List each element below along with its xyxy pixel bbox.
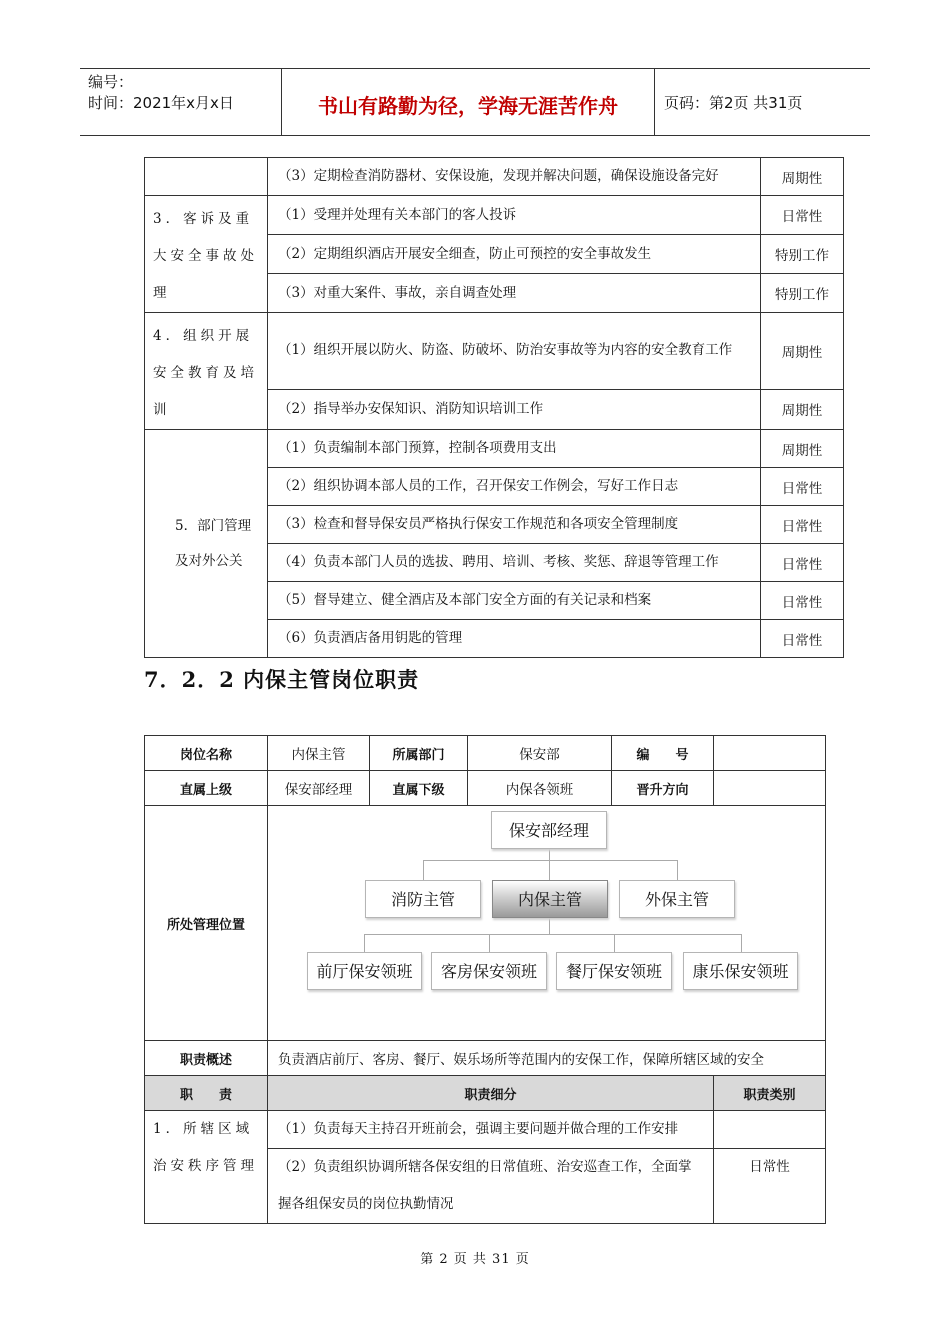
post-name-label: 岗位名称 bbox=[145, 736, 268, 771]
duty-type-cell: 日常性 bbox=[714, 1149, 826, 1224]
table-row bbox=[145, 196, 844, 235]
position-label: 所处管理位置 bbox=[145, 806, 268, 1041]
duty-detail-cell: （5）督导建立、健全酒店及本部门安全方面的有关记录和档案 bbox=[268, 582, 761, 620]
org-node-security-manager: 保安部经理 bbox=[491, 811, 607, 849]
duty-detail-cell: （1）负责每天主持召开班前会，强调主要问题并做合理的工作安排 bbox=[268, 1111, 714, 1149]
duty-category-cell: 3．客诉及重大安全事故处理 bbox=[145, 196, 268, 313]
duty-table-continued bbox=[144, 157, 844, 658]
table-row bbox=[145, 736, 826, 771]
duty-category-cell: 1．所辖区域治安秩序管理 bbox=[145, 1111, 268, 1224]
duty-detail-cell: （2）组织协调本部人员的工作，召开保安工作例会，写好工作日志 bbox=[268, 468, 761, 506]
duty-type-cell: 日常性 bbox=[761, 544, 844, 582]
col-header-type: 职责类别 bbox=[714, 1076, 826, 1111]
duty-type-cell: 周期性 bbox=[761, 313, 844, 390]
duty-category-cell bbox=[145, 430, 268, 658]
table-row bbox=[145, 771, 826, 806]
summary-value: 负责酒店前厅、客房、餐厅、娱乐场所等范围内的安保工作，保障所辖区域的安全 bbox=[268, 1041, 826, 1076]
promotion-value bbox=[714, 771, 826, 806]
doc-time: 时间：2021年x月x日 bbox=[88, 94, 234, 112]
duty-detail-cell: （3）对重大案件、事故，亲自调查处理 bbox=[268, 274, 761, 313]
duty-category-cell bbox=[145, 158, 268, 196]
duty-detail-cell: （6）负责酒店备用钥匙的管理 bbox=[268, 620, 761, 658]
superior-label: 直属上级 bbox=[145, 771, 268, 806]
connector-line bbox=[423, 860, 424, 880]
post-name-value: 内保主管 bbox=[268, 736, 370, 771]
number-label: 编 号 bbox=[612, 736, 714, 771]
page-footer: 第 2 页 共 31 页 bbox=[420, 1252, 530, 1267]
duty-detail-cell: （2）定期组织酒店开展安全细查，防止可预控的安全事故发生 bbox=[268, 235, 761, 274]
connector-line bbox=[741, 934, 742, 952]
table-row bbox=[145, 158, 844, 196]
connector-line bbox=[489, 934, 490, 952]
promotion-label: 晋升方向 bbox=[612, 771, 714, 806]
duty-type-cell: 周期性 bbox=[761, 158, 844, 196]
dept-value: 保安部 bbox=[468, 736, 612, 771]
duty-type-cell: 日常性 bbox=[761, 582, 844, 620]
duty-type-cell: 周期性 bbox=[761, 430, 844, 468]
duty-type-cell: 日常性 bbox=[761, 620, 844, 658]
connector-line bbox=[549, 918, 550, 934]
subordinate-label: 直属下级 bbox=[370, 771, 468, 806]
col-header-duty: 职 责 bbox=[145, 1076, 268, 1111]
connector-line bbox=[549, 860, 550, 880]
org-node-fire-supervisor: 消防主管 bbox=[365, 880, 481, 918]
header-bottom-rule bbox=[80, 135, 870, 136]
duty-type-cell: 特别工作 bbox=[761, 274, 844, 313]
table-row bbox=[145, 1076, 826, 1111]
org-node-room-security-lead: 客房保安领班 bbox=[431, 952, 547, 990]
subordinate-value: 内保各领班 bbox=[468, 771, 612, 806]
org-node-restaurant-security-lead: 餐厅保安领班 bbox=[556, 952, 672, 990]
duty-type-cell: 周期性 bbox=[761, 389, 844, 429]
duty-type-cell: 特别工作 bbox=[761, 235, 844, 274]
table-row bbox=[145, 1041, 826, 1076]
duty-detail-cell: （3）检查和督导保安员严格执行保安工作规范和各项安全管理制度 bbox=[268, 506, 761, 544]
connector-line bbox=[364, 934, 365, 952]
number-value bbox=[714, 736, 826, 771]
col-header-detail: 职责细分 bbox=[268, 1076, 714, 1111]
superior-value: 保安部经理 bbox=[268, 771, 370, 806]
duty-detail-cell: （2）指导举办安保知识、消防知识培训工作 bbox=[268, 389, 761, 429]
org-node-lobby-security-lead: 前厅保安领班 bbox=[307, 952, 422, 990]
table-row bbox=[145, 313, 844, 390]
table-row bbox=[145, 430, 844, 468]
duty-detail-cell: （3）定期检查消防器材、安保设施，发现并解决问题，确保设施设备完好 bbox=[268, 158, 761, 196]
doc-number-label: 编号： bbox=[88, 73, 134, 91]
duty-detail-cell: （1）负责编制本部门预算，控制各项费用支出 bbox=[268, 430, 761, 468]
duty-detail-cell: （2）负责组织协调所辖各保安组的日常值班、治安巡查工作，全面掌握各组保安员的岗位执勤情况 bbox=[268, 1149, 714, 1224]
connector-line bbox=[614, 934, 615, 952]
duty-type-cell: 日常性 bbox=[761, 196, 844, 235]
section-title: 7．2．2 内保主管岗位职责 bbox=[144, 667, 420, 692]
table-row bbox=[145, 806, 826, 1041]
duty-detail-cell: （1）受理并处理有关本部门的客人投诉 bbox=[268, 196, 761, 235]
connector-line bbox=[423, 860, 677, 861]
summary-label: 职责概述 bbox=[145, 1041, 268, 1076]
org-node-external-security-supervisor: 外保主管 bbox=[619, 880, 735, 918]
duty-category-text: 5．部门管理及对外公关 bbox=[175, 517, 252, 569]
header-page-number: 页码：第2页 共31页 bbox=[664, 94, 803, 112]
dept-label: 所属部门 bbox=[370, 736, 468, 771]
duty-category-cell: 4．组织开展安全教育及培训 bbox=[145, 313, 268, 430]
duty-type-cell: 日常性 bbox=[761, 506, 844, 544]
duty-type-cell: 日常性 bbox=[761, 468, 844, 506]
header-divider bbox=[654, 68, 655, 135]
duty-detail-cell: （4）负责本部门人员的选拔、聘用、培训、考核、奖惩、辞退等管理工作 bbox=[268, 544, 761, 582]
header-meta bbox=[88, 72, 234, 114]
duty-type-cell bbox=[714, 1111, 826, 1149]
connector-line bbox=[677, 860, 678, 880]
org-node-recreation-security-lead: 康乐保安领班 bbox=[683, 952, 798, 990]
header-motto: 书山有路勤为径，学海无涯苦作舟 bbox=[318, 94, 618, 118]
header-top-rule bbox=[80, 68, 870, 69]
connector-line bbox=[364, 934, 741, 935]
duty-detail-cell: （1）组织开展以防火、防盗、防破坏、防治安事故等为内容的安全教育工作 bbox=[268, 313, 761, 390]
org-node-internal-security-supervisor: 内保主管 bbox=[492, 880, 608, 918]
table-row bbox=[145, 1111, 826, 1149]
